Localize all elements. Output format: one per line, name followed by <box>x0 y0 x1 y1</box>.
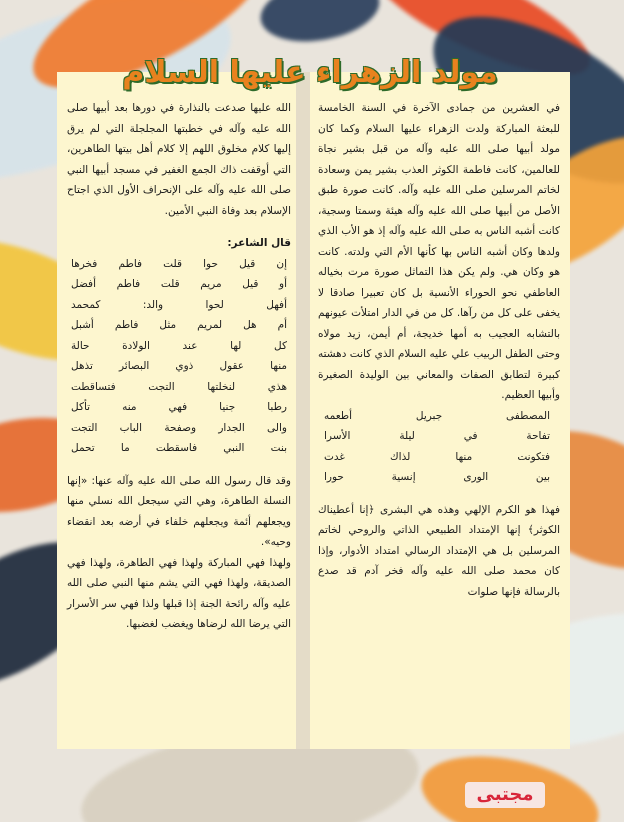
left-paragraph-3: ولهذا فهي المباركة ولهذا فهي الطاهرة، ولهذا فهي الصديقة، ولهذا فهي التي يشم منها النبي صلى الله عليه وآله رائحة الجنة إذا قبلها ولذا فهي سر الأسرار التي يرضا الله لرضاها ويغضب لغضبها. <box>67 556 291 630</box>
left-paragraph-2: وقد قال رسول الله صلى الله عليه وآله عنها: «إنها النسلة الطاهرة، وهي التي سيجعل الله نسلي منها ويجعلهم أئمة ويجعلهم خلفاء في أرضه بعد انقضاء وحيه». <box>67 474 291 548</box>
poem-line: أم هل لمريم مثل فاطم أشبل <box>71 319 287 331</box>
poem-line: أو قيل مريم قلت فاطم أفضل <box>71 278 287 290</box>
poem-line: كل لها عند الولادة حالة <box>71 339 287 352</box>
poem-line: فتكونت منها لذاك غدت <box>324 450 550 463</box>
left-poem <box>67 254 291 459</box>
right-column <box>318 98 560 602</box>
right-poem <box>318 406 560 488</box>
poem-line: منها عقول ذوي البصائر تذهل <box>71 360 287 372</box>
poem-line: رطبا جنيا فهي منه تأكل <box>71 401 287 413</box>
spacer <box>67 221 291 233</box>
poem-line: إن قيل حوا قلت فاطم فخرها <box>71 257 287 270</box>
poet-label: قال الشاعر: <box>227 237 291 249</box>
left-column <box>67 98 291 635</box>
poem-line: والى الجدار وصفحة الباب التجت <box>71 421 287 434</box>
magazine-logo: مجتبى <box>465 782 545 808</box>
background-paint-blob <box>256 0 385 50</box>
column-divider <box>296 72 310 749</box>
poem-line: بنت النبي فاسقطت ما تحمل <box>71 442 287 454</box>
page-title: مولد الزهراء عليها السلام <box>122 55 498 90</box>
poem-line: هذي لنخلتها التجت فتساقطت <box>71 380 287 393</box>
right-paragraph-2: فهذا هو الكرم الإلهي وهذه هي البشرى ﴿إنا أعطيناك الكوثر﴾ إنها الإمتداد الطبيعي الذاتي والروحي لخاتم المرسلين بل هي الإمتداد الرسالي امتداد الأدوار، وإذا كان محمد صلى الله عليه وآله فخر آدم قد صدع بالرسالة فإنها صلوات <box>318 503 560 598</box>
spacer <box>67 459 291 471</box>
poem-line: بين الورى إنسية حورا <box>324 471 550 483</box>
poem-line: أفهل لحوا والد: كمحمد <box>71 298 287 311</box>
left-paragraph-1: الله عليها صدعت بالنذارة في دورها بعد أبيها صلى الله عليه وآله في خطبتها المجلجلة التي لم يرق إليها كلام مخلوق اللهم إلا كلام أهل بيتها الطاهرين، التي أوقفت ذاك الجمع الغفير في مسجد أبيها النبي صلى الله عليه وآله على الإنحراف الأول الذي اجتاح الإسلام بعد وفاة النبي الأمين. <box>67 102 291 217</box>
right-paragraph-1: في العشرين من جمادى الآخرة في السنة الخامسة للبعثة المباركة ولدت الزهراء عليها السلام وكما كان مولد أبيها صلى الله عليه وآله من قبل بشير نجاة للعالمين، كانت فاطمة الكوثر العذب بشير يمن وسعادة لخاتم المرسلين صلى الله عليه وآله. كانت صورة طبق الأصل من أبيها صلى الله عليه وآله هيئة وسمتا وسجية، كانت أشبه الناس به صلى الله عليه وآله إذ هو الأب الذي ولدها وكان أشبه الناس بها كأنها الأم التي ولدته. كانت هو وكان هي. ولم يكن هذا التماثل صورة مرت بخياله العاطفي نحو الحوراء الأنسية بل كان تعبيرا صادقا لا يخفى على كل من رآها. كل من في الدار امتلأت عيونهم بالتشابه العجيب به أمها خديجة، أم أيمن، زيد مولاه وحتى الطفل الربيب علي عليه السلام الذي كانت دهشته كبيرة لتطابق الصفات والمعاني بين الوليدة الصغيرة وأبيها العظيم. <box>318 102 560 401</box>
poem-line: تفاحة في ليلة الأسرا <box>324 430 550 442</box>
poem-line: المصطفى جبريل أطعمه <box>324 409 550 422</box>
spacer <box>318 488 560 500</box>
